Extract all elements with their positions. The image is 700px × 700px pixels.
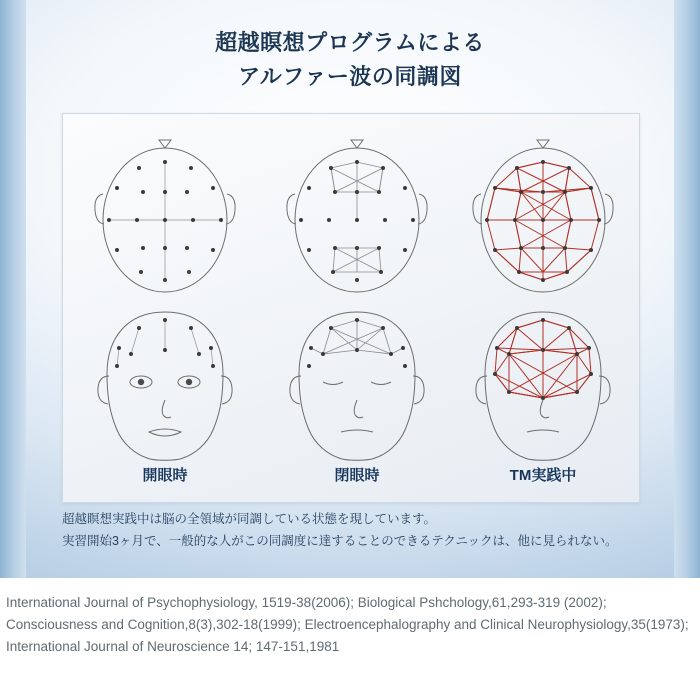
figure-column-labels [63,464,639,490]
eeg-frontview-tm-practice [447,304,639,474]
column-label-eyes-open: 開眼時 [142,467,188,484]
eeg-figure-panel [62,113,640,503]
page-title [0,26,700,94]
topview-eyes-closed-svg [261,132,453,302]
caption-line-2: 実習開始3ヶ月で、一般的な人がこの同調度に達することのできるテクニックは、他に見られない。 [62,534,618,548]
page-title-line-2: アルファー波の同調図 [238,64,462,89]
caption-line-1: 超越瞑想実践中は脳の全領域が同調している状態を現しています。 [62,512,437,526]
eeg-frontview-eyes-closed [261,304,453,474]
frontview-eyes-closed-svg [261,304,453,474]
topview-tm-svg [447,132,639,302]
column-label-tm-practice: TM実践中 [509,467,577,484]
figure-caption [62,508,662,552]
eeg-topview-tm-practice [447,132,639,302]
frontview-tm-svg [447,304,639,474]
eeg-grid [63,114,639,502]
frontview-eyes-open-svg [69,304,261,474]
page-title-line-1: 超越瞑想プログラムによる [215,30,485,55]
references-text: International Journal of Psychophysiology, 1519-38(2006); Biological Pshchology,61,293-319 (2002); Consciousness and Cognition,8(3),302-18(1999); Electroencephalography and Clinical Neurophysiology,35(1973); International Journal of Neuroscience 14; 147-151,1981 [6,595,689,654]
eeg-frontview-eyes-open [69,304,261,474]
topview-eyes-open-svg [69,132,261,302]
eeg-topview-eyes-closed [261,132,453,302]
eeg-topview-eyes-open [69,132,261,302]
column-label-eyes-closed: 閉眼時 [334,467,380,484]
